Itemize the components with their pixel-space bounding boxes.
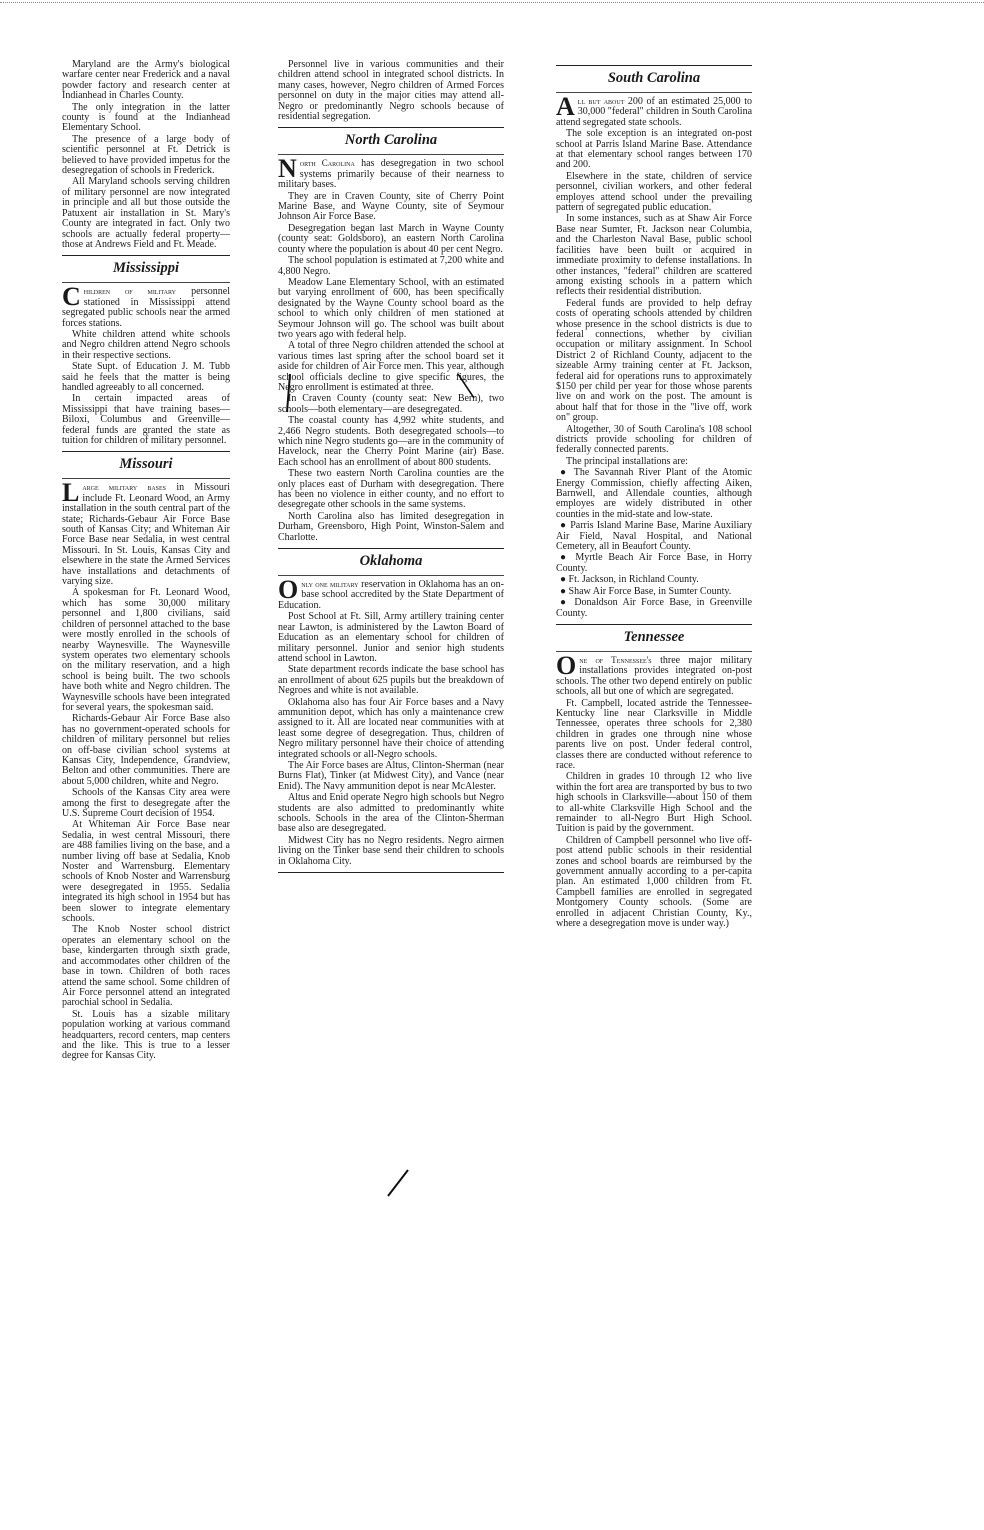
paragraph: Children of Campbell personnel who live off-post attend public schools in their residential zones and school boards are reimbursed by the government annually according to a per-capita plan. An estimated 1,000 children from Ft. Campbell families are enrolled in segregated Montgomery County schools. (Some are enrolled in adjacent Christian County, Ky., where a desegregation move is under way.) [556, 834, 752, 930]
paragraph: Altus and Enid operate Negro high schools but Negro students are also admitted to predominantly white schools. Schools in the area of the Clinton-Sherman base also are desegregated. [278, 792, 504, 835]
bullet-icon: ● [560, 585, 567, 597]
bullet-icon: ● [560, 552, 570, 564]
pen-mark [456, 372, 478, 402]
lead-in: ne of Tennessee's [579, 654, 652, 665]
installation-text: Myrtle Beach Air Force Base, in Horry County. [556, 552, 752, 574]
paragraph: Schools of the Kansas City area were among the first to desegregate after the U.S. Supreme Court decision of 1954. [62, 787, 230, 819]
installation-item [556, 598, 752, 619]
south-carolina-lead-paragraph [556, 92, 753, 128]
paragraph: White children attend white schools and Negro children attend Negro schools in their respective sections. [62, 328, 230, 361]
column-end-rule [278, 872, 504, 873]
paragraph: State Supt. of Education J. M. Tubb said he feels that the matter is being handled agreeably to all concerned. [62, 361, 230, 393]
lead-text: in Missouri include Ft. Leonard Wood, an Army installation in the south central part of the state; Richards-Gebaur Air Force Base south of Kansas City; and Whiteman Air Force Base near Sedalia, in west central Missouri. In St. Louis, Kansas City and elsewhere in the state the Armed Services have installations and detachments of varying size. [62, 482, 230, 588]
section-rule [62, 451, 230, 452]
lead-in: ll but about [577, 96, 625, 106]
north-carolina-lead-paragraph [278, 154, 504, 191]
lead-in: nly one military [301, 579, 359, 590]
missouri-lead-paragraph [62, 478, 230, 588]
paragraph: Maryland are the Army's biological warfare center near Frederick and a naval powder factory and research center at Indianhead in Charles County. [62, 59, 230, 102]
paragraph: St. Louis has a sizable military population working at various command headquarters, record centers, map centers and the like. This is true to a lesser degree for Kansas City. [62, 1008, 230, 1062]
paragraph: They are in Craven County, site of Cherry Point Marine Base, and Wayne County, site of Seymour Johnson Air Force Base. [278, 190, 504, 223]
paragraph: The principal installations are: [566, 455, 688, 467]
section-rule [556, 65, 752, 66]
paragraph: All Maryland schools serving children of military personnel are now integrated in principle and all but those outside the Patuxent air installation in St. Mary's County are integrated in fact. Only two schools are actually federal property—those at Andrews Field and Ft. Meade. [62, 176, 230, 250]
paragraph: Elsewhere in the state, children of service personnel, civilian workers, and other federal employes attend school under the prevailing pattern of segregated public education. [556, 170, 752, 214]
bullet-icon: ● [560, 467, 569, 479]
paragraph: A total of three Negro children attended the school at various times last spring after the school board set it aside for children of Air Force men. This year, although school officials decline to give specific figures, the Negro enrollment is estimated at three. [278, 340, 504, 393]
drop-cap: L [62, 478, 80, 508]
paragraph: In some instances, such as at Shaw Air Force Base near Sumter, Ft. Jackson near Columbia, and the Charleston Naval Base, public school facilities have been built or acquired in immediate proximity to defense installations. In other instances, "federal" children are scattered among existing schools in a pattern which reflects their residential distribution. [556, 213, 752, 298]
paragraph: Ft. Campbell, located astride the Tennessee-Kentucky line near Clarksville in Middle Tennessee, operates three schools for 2,380 children in grades one through nine whose parents live on post. Under federal control, classes there are conducted without reference to race. [556, 697, 752, 771]
heading-north-carolina: North Carolina [344, 132, 438, 149]
column-3 [556, 60, 752, 930]
paragraph: A spokesman for Ft. Leonard Wood, which has some 30,000 military personnel and 1,800 civilians, said children of personnel attached to the base were mostly enrolled in the schools of nearby Waynesville. The Waynesville system operates two elementary schools on the military reservation, and a high school is being built. The two schools have both white and Negro children. The Waynesville schools have been integrated for several years, the spokesman said. [62, 587, 230, 713]
column-1 [62, 60, 230, 1063]
drop-cap: O [278, 575, 299, 605]
paragraph: At Whiteman Air Force Base near Sedalia, in west central Missouri, there are 488 families living on the base, and a number living off base at Sedalia, Knob Noster and Warrensburg. Elementary schools of Knob Noster and Warrensburg were desegregated in 1955. Sedalia integrated its high school in 1954 but has been slower to integrate elementary schools. [62, 819, 230, 925]
paragraph: The sole exception is an integrated on-post school at Parris Island Marine Base. Attendance at that elementary school ranges between 170 and 200. [556, 128, 752, 171]
section-rule [278, 548, 504, 549]
bullet-icon: ● [560, 520, 567, 532]
scan-top-edge [0, 2, 984, 7]
pen-mark [278, 372, 298, 416]
maryland-continuation [62, 60, 230, 250]
paragraph: The only integration in the latter county is found at the Indianhead Elementary School. [62, 101, 230, 134]
section-rule [278, 154, 504, 155]
paragraph: Altogether, 30 of South Carolina's 108 school districts provide schooling for children of federally connected parents. [556, 423, 752, 456]
paragraph: In certain impacted areas of Mississippi that have training bases—Biloxi, Columbus and Greenville—federal funds are granted the state as tuition for children of military personnel. [62, 393, 230, 446]
personnel-continuation [278, 60, 504, 122]
installation-item [556, 553, 752, 574]
section-rule [62, 282, 230, 283]
mississippi-lead-paragraph [62, 282, 230, 329]
heading-south-carolina: South Carolina [607, 70, 701, 86]
paragraph: State department records indicate the base school has an enrollment of about 625 pupils but the breakdown of Negroes and white is not available. [278, 664, 504, 697]
paragraph: Midwest City has no Negro residents. Negro airmen living on the Tinker base send their children to schools in Oklahoma City. [278, 834, 504, 867]
lead-in: orth Carolina [299, 158, 355, 169]
section-rule [278, 575, 504, 576]
installation-text: Shaw Air Force Base, in Sumter County. [568, 585, 732, 597]
section-rule [556, 651, 752, 652]
drop-cap: C [62, 282, 81, 312]
lead-text: personnel stationed in Mississippi attend segregated public schools near the armed forces stations. [62, 286, 230, 329]
section-rule [556, 92, 752, 93]
south-carolina-body [556, 129, 752, 467]
installation-item [556, 575, 752, 585]
paragraph: The Knob Noster school district operates an elementary school on the base, kindergarten through sixth grade, and accommodates other children of the base in town. Children of both races attend the same school. Some children of Air Force personnel attend an integrated parochial school in Sedalia. [62, 924, 230, 1009]
lead-in: hildren of military [83, 286, 176, 297]
paragraph: The Air Force bases are Altus, Clinton-Sherman (near Burns Flat), Tinker (at Midwest City), and Vance (near Enid). The Navy ammunition depot is near McAlester. [278, 759, 504, 792]
north-carolina-body [278, 192, 504, 543]
paragraph: The coastal county has 4,992 white students, and 2,466 Negro students. Both desegregated schools—to which nine Negro students go—are in the community of Havelock, near the Cherry Point Marine (air) Base. Each school has an enrollment of about 800 students. [278, 415, 504, 468]
heading-oklahoma: Oklahoma [359, 553, 423, 570]
section-rule [62, 478, 230, 479]
bullet-icon: ● [560, 574, 567, 586]
heading-mississippi: Mississippi [112, 260, 180, 277]
paragraph: These two eastern North Carolina counties are the only places east of Durham with desegregation. There has been no violence in either county, and no effort to desegregate other schools in the same systems. [278, 468, 504, 511]
paragraph: Oklahoma also has four Air Force bases and a Navy ammunition depot, which has only a maintenance crew assigned to it. All are located near communities with at least some degree of desegregation. Thus, children of Negro military personnel have their choice of attending integrated schools or all-Negro schools. [278, 696, 504, 760]
section-rule [556, 624, 752, 625]
installation-text: Donaldson Air Force Base, in Greenville County. [556, 597, 753, 619]
column-2 [278, 60, 504, 876]
installation-item [556, 521, 752, 552]
lead-text: reservation in Oklahoma has an on-base school accredited by the State Department of Education. [278, 579, 504, 611]
paragraph: Children in grades 10 through 12 who live within the fort area are transported by bus to two high schools in Clarksville—about 150 of them to all-white Clarksville High School and the remainder to all-Negro Burt High School. Tuition is paid by the government. [556, 771, 752, 835]
section-rule [62, 255, 230, 256]
mississippi-body [62, 330, 230, 446]
lead-text: three major military installations provides integrated on-post schools. The other two depend entirely on public schools, all but one of which are segregated. [556, 654, 752, 698]
missouri-body [62, 588, 230, 1061]
oklahoma-body [278, 612, 504, 867]
south-carolina-installations [556, 468, 752, 619]
heading-tennessee: Tennessee [623, 628, 685, 645]
lead-text: has desegregation in two school systems primarily because of their nearness to military bases. [278, 158, 504, 191]
oklahoma-lead-paragraph [278, 575, 504, 611]
paragraph: Meadow Lane Elementary School, with an estimated but varying enrollment of 600, has been specifically designated by the Wayne County school board as the school to which only children of men stationed at Seymour Johnson will go. The school was built about two years ago with federal help. [278, 276, 504, 340]
tennessee-body [556, 699, 752, 930]
installation-text: Ft. Jackson, in Richland County. [568, 574, 699, 586]
paragraph: Post School at Ft. Sill, Army artillery training center near Lawton, is administered by the Lawton Board of Education as an elementary school for children of military personnel. Junior and senior high students attend school in Lawton. [278, 611, 504, 664]
paragraph: Federal funds are provided to help defray costs of operating schools attended by children whose presence in the school districts is due to federal connections, whether by civilian occupation or military assignment. In School District 2 of Richland County, adjacent to the sizeable Army training center at Ft. Jackson, federal aid for operations runs to approximately $150 per child per year for those whose parents live on and work on the post. The amount is about half that for those in the "live off, work on" group. [556, 297, 752, 424]
paragraph: Personnel live in various communities and their children attend school in integrated school districts. In many cases, however, Negro children of Armed Forces personnel on duty in the major cities may attend all-Negro or predominantly Negro schools because of residential segregation. [278, 59, 504, 123]
bullet-icon: ● [560, 597, 569, 609]
lead-text: 200 of an estimated 25,000 to 30,000 "federal" children in South Carolina attend segregated state schools. [556, 96, 753, 128]
installation-text: Parris Island Marine Base, Marine Auxiliary Air Field, Naval Hospital, and National Cemetery, all in Beaufort County. [556, 520, 753, 553]
paragraph: In Craven County (county seat: New Bern), two schools—both elementary—are desegregated. [278, 393, 504, 415]
drop-cap: N [278, 154, 297, 184]
paragraph: North Carolina also has limited desegregation in Durham, Greensboro, High Point, Winston-Salem and Charlotte. [278, 510, 504, 543]
heading-missouri: Missouri [119, 456, 173, 473]
drop-cap: A [556, 92, 575, 121]
paragraph: Richards-Gebaur Air Force Base also has no government-operated schools for children of military personnel but relies on off-base civilian school systems at Kansas City, Independence, Grandview, Belton and other communities. There are about 5,000 children, white and Negro. [62, 713, 230, 787]
installation-item [556, 587, 752, 597]
lead-in: arge military bases [82, 482, 167, 493]
section-rule [278, 127, 504, 128]
installation-item [556, 468, 752, 520]
paragraph: Desegregation began last March in Wayne County (county seat: Goldsboro), an eastern North Carolina county where the population is about 40 per cent Negro. [278, 222, 504, 255]
installation-text: The Savannah River Plant of the Atomic Energy Commission, chiefly affecting Aiken, Barnwell, and Allendale counties, although employes are widely distributed in other counties in the mid-state and low-state. [556, 467, 752, 520]
tennessee-lead-paragraph [556, 650, 752, 698]
drop-cap: O [556, 650, 577, 680]
paragraph: The presence of a large body of scientific personnel at Ft. Detrick is believed to have provided impetus for the desegregation of schools in Frederick. [62, 133, 230, 177]
paragraph: The school population is estimated at 7,200 white and 4,800 Negro. [278, 255, 504, 277]
pen-mark [384, 1168, 412, 1198]
